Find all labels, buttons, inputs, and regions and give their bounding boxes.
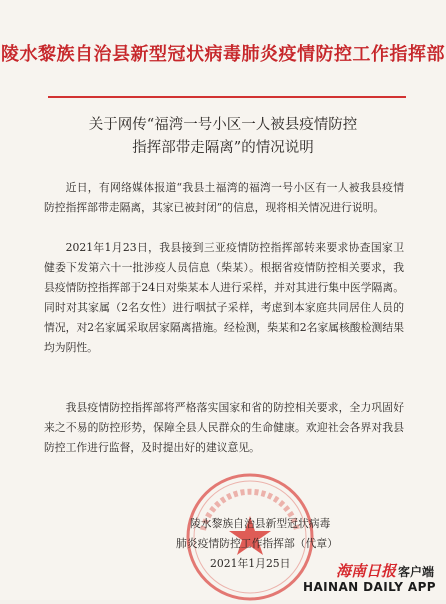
paragraph-2: 2021年1月23日，我县接到三亚疫情防控指挥部转来要求协查国家卫健委下发第六十一批涉疫人员信息（柴某）。根据省疫情防控相关要求，我县疫情防控指挥部于24日对柴某本人进行采样，并对其进行集中医学隔离。同时对其家属（2名女性）进行咽拭子采样，考虑到本家庭共同居住人员的情况，对2名家属采取居家隔离措施。经检测，柴某和2名家属核酸检测结果均为阴性。 [44,241,404,354]
brand-top-line [336,560,434,581]
signature-line-2: 肺炎疫情防控工作指挥部（代章） [176,537,338,550]
paragraph-3: 我县疫情防控指挥部将严格落实国家和省的防控相关要求，全力巩固好来之不易的防控形势，保障全县人民群众的生命健康。欢迎社会各界对我县防控工作进行监督，及时提出好的建议意见。 [44,401,404,454]
document-title-line-2: 指挥部带走隔离”的情况说明 [132,140,314,156]
org-header-title: 陵水黎族自治县新型冠状病毒肺炎疫情防控工作指挥部 [1,44,445,65]
brand-logo-en: HAINAN DAILY APP [303,580,436,594]
brand-logo-cn: 海南日报 [335,562,396,580]
paragraph-1: 近日，有网络媒体报道“我县土福湾的福湾一号小区有一人被我县疫情防控指挥部带走隔离，其家已被封闭”的信息，现将相关情况进行说明。 [44,181,404,214]
red-divider-line [48,96,406,98]
brand-client-label: 客户端 [397,565,434,579]
hainan-daily-watermark [296,558,444,600]
document-title-line-1: 关于网传“福湾一号小区一人被县疫情防控 [88,117,358,133]
signature-line-1: 陵水黎族自治县新型冠状病毒 [190,517,331,530]
signature-date: 2021年1月25日 [210,557,291,570]
document-title [30,114,416,160]
